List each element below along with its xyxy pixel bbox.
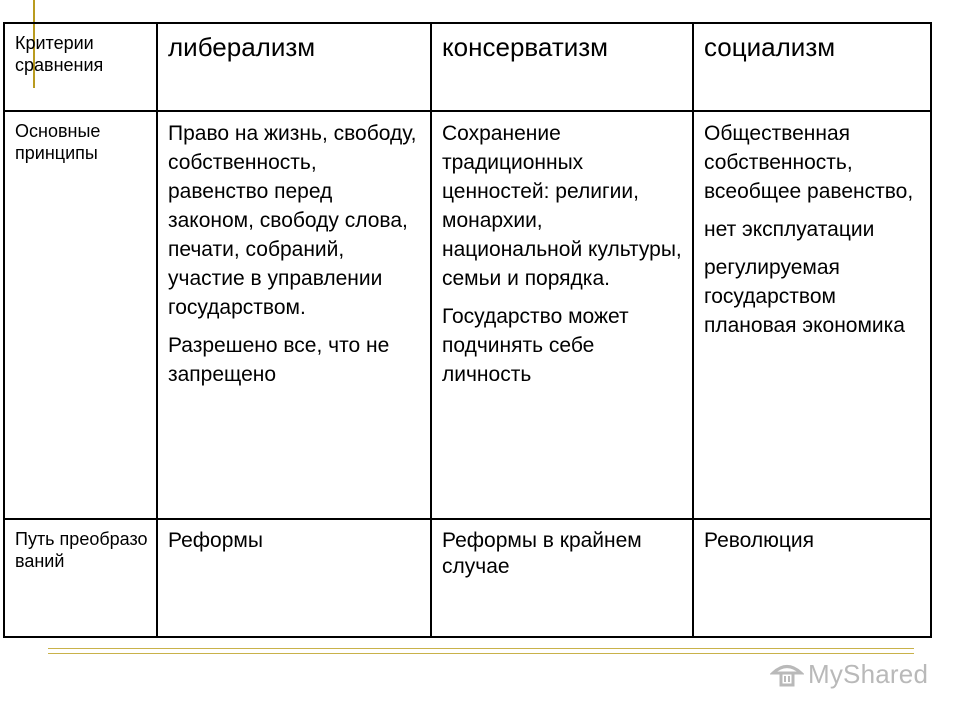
socialism-principles-note-2: регулируемая государством плановая экономика <box>704 255 905 337</box>
liberalism-principles-note: Разрешено все, что не запрещено <box>168 333 390 386</box>
liberalism-transformation-cell: Реформы <box>157 519 431 637</box>
conservatism-transformation-cell: Реформы в крайнем случае <box>431 519 693 637</box>
row-label-transformation: Путь преобразо ваний <box>4 519 157 637</box>
socialism-principles-cell <box>693 111 931 519</box>
liberalism-principles-text: Право на жизнь, свободу, собственность, равенство перед законом, свободу слова, печати, собраний, участие в управлении государством. <box>168 122 417 319</box>
socialism-transformation-cell: Революция <box>693 519 931 637</box>
comparison-table <box>3 22 932 638</box>
socialism-header-cell: социализм <box>693 23 931 111</box>
mushroom-icon <box>770 660 804 688</box>
table-row-transformation <box>4 519 931 637</box>
table-header-row <box>4 23 931 111</box>
conservatism-principles-text: Сохранение традиционных ценностей: религии, монархии, национальной культуры, семьи и порядка. <box>442 122 682 290</box>
conservatism-principles-note: Государство может подчинять себе личность <box>442 304 629 386</box>
row-label-principles: Основные принципы <box>4 111 157 519</box>
criteria-header-cell: Критерии сравнения <box>4 23 157 111</box>
watermark-text: MyShared <box>808 658 929 689</box>
liberalism-header-cell: либерализм <box>157 23 431 111</box>
socialism-principles-text: Общественная собственность, всеобщее равенство, <box>704 122 914 203</box>
decorative-footer-line-top <box>48 648 914 649</box>
socialism-principles-note-1: нет эксплуатации <box>704 217 875 241</box>
decorative-footer-line-bottom <box>48 653 914 654</box>
watermark-logo <box>770 658 928 690</box>
conservatism-header-cell: консерватизм <box>431 23 693 111</box>
conservatism-principles-cell <box>431 111 693 519</box>
liberalism-principles-cell <box>157 111 431 519</box>
table-row-principles <box>4 111 931 519</box>
